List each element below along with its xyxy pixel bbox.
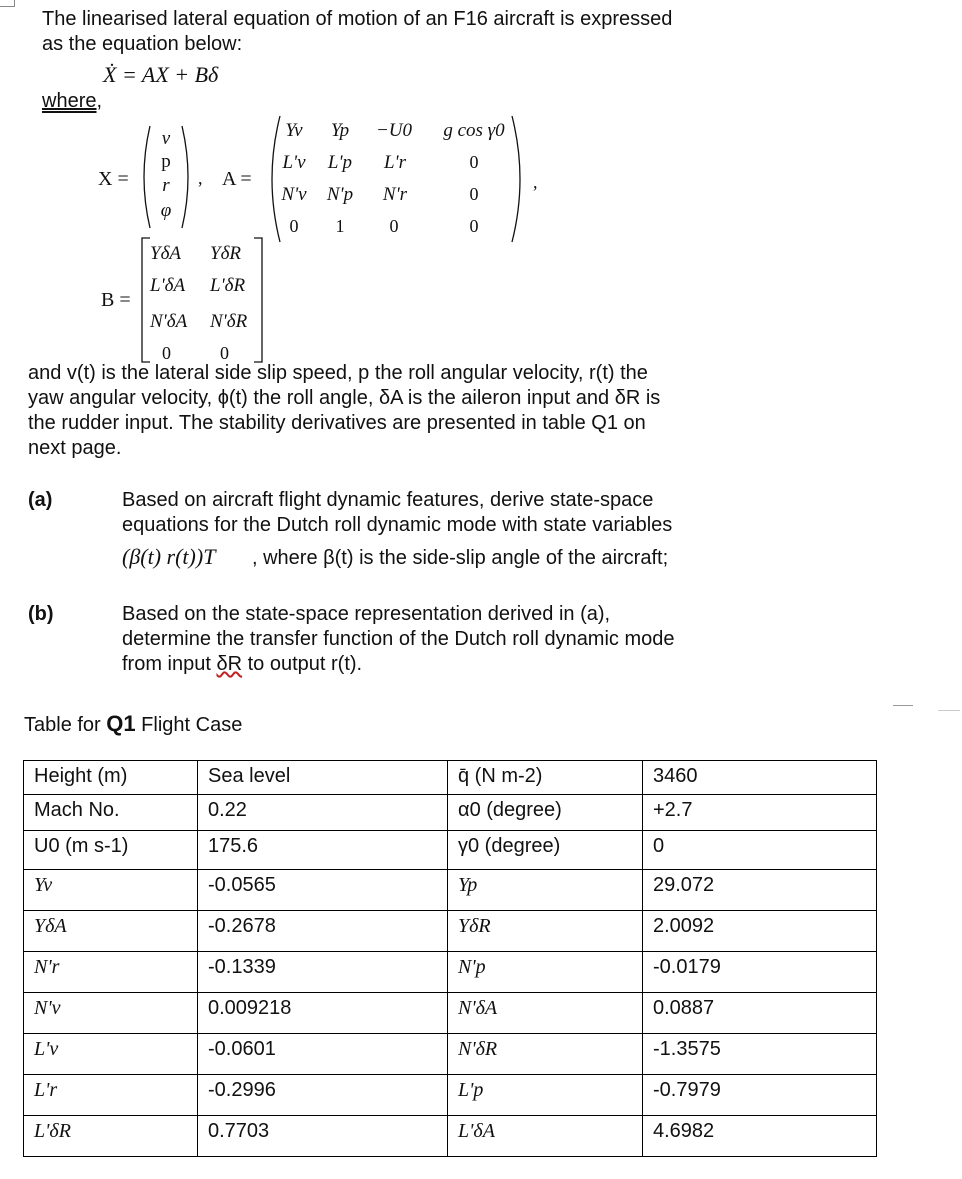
a-cell-3-2: 0 <box>389 216 399 236</box>
table-cell-k2: Yp <box>448 870 643 911</box>
question-b-line-3-post: to output r(t). <box>242 653 363 675</box>
table-row <box>24 831 877 870</box>
question-a-state-vector: (β(t) r(t))T <box>122 544 216 569</box>
table-cell-v1: -0.0565 <box>198 870 448 911</box>
table-cell-k2: N'δA <box>448 993 643 1034</box>
intro-line-2: as the equation below: <box>42 33 243 55</box>
table-row <box>24 1075 877 1116</box>
a-cell-1-2: L'r <box>383 152 407 173</box>
table-cell-v2: -0.0179 <box>643 952 877 993</box>
table-cell-v1: 0.009218 <box>198 993 448 1034</box>
table-cell-k2: γ0 (degree) <box>448 831 643 870</box>
table-caption-post: Flight Case <box>135 714 243 736</box>
margin-mark-2 <box>938 710 960 711</box>
table-cell-k2: α0 (degree) <box>448 795 643 831</box>
table-cell-k1: Mach No. <box>24 795 198 831</box>
question-b-line-2: determine the transfer function of the Dutch roll dynamic mode <box>122 628 675 650</box>
table-cell-k2: q̄ (N m-2) <box>448 761 643 795</box>
question-b-delta-r: δR <box>216 653 243 675</box>
table-cell-v2: -0.7979 <box>643 1075 877 1116</box>
a-cell-1-0: L'v <box>282 152 306 173</box>
table-cell-k1: L'r <box>24 1075 198 1116</box>
table-cell-v1: -0.2996 <box>198 1075 448 1116</box>
table-cell-v2: -1.3575 <box>643 1034 877 1075</box>
table-cell-v1: -0.1339 <box>198 952 448 993</box>
table-caption-pre: Table for <box>24 714 107 736</box>
table-cell-k2: L'p <box>448 1075 643 1116</box>
a-cell-2-3: 0 <box>469 184 479 204</box>
b-cell-0-0: YδA <box>150 243 182 264</box>
question-b-line-3 <box>122 652 362 678</box>
table-cell-v2: +2.7 <box>643 795 877 831</box>
a-matrix-comma: , <box>533 172 538 192</box>
table-row <box>24 952 877 993</box>
table-row <box>24 993 877 1034</box>
question-a-line-2: equations for the Dutch roll dynamic mode with state variables <box>122 514 673 536</box>
table-cell-v2: 0 <box>643 831 877 870</box>
table-caption <box>24 711 242 737</box>
table-cell-k1: U0 (m s-1) <box>24 831 198 870</box>
table-cell-k2: N'p <box>448 952 643 993</box>
flight-case-table <box>23 760 877 1157</box>
table-cell-v1: 0.22 <box>198 795 448 831</box>
table-cell-v2: 0.0887 <box>643 993 877 1034</box>
page-corner-mark <box>0 0 15 7</box>
table-cell-k2: N'δR <box>448 1034 643 1075</box>
table-cell-v1: Sea level <box>198 761 448 795</box>
question-a-line-3: , where β(t) is the side-slip angle of the aircraft; <box>252 547 669 569</box>
a-cell-0-0: Yv <box>285 120 303 141</box>
table-row <box>24 870 877 911</box>
b-cell-0-1: YδR <box>210 243 242 264</box>
table-cell-k1: Height (m) <box>24 761 198 795</box>
table-cell-k1: N'v <box>24 993 198 1034</box>
state-equation: Ẋ = AX + Bδ <box>103 62 219 87</box>
question-a-line-1: Based on aircraft flight dynamic features, derive state-space <box>122 489 654 511</box>
a-cell-0-1: Yp <box>330 120 350 141</box>
b-cell-3-0: 0 <box>162 343 171 363</box>
b-matrix-label: B = <box>101 289 131 311</box>
table-cell-k1: L'v <box>24 1034 198 1075</box>
table-cell-k1: L'δR <box>24 1116 198 1157</box>
table-cell-k1: Yv <box>24 870 198 911</box>
table-row <box>24 911 877 952</box>
table-row <box>24 761 877 795</box>
table-cell-v1: 175.6 <box>198 831 448 870</box>
x-vector-p: p <box>161 151 171 172</box>
table-cell-v2: 2.0092 <box>643 911 877 952</box>
table-cell-v1: -0.0601 <box>198 1034 448 1075</box>
table-cell-k1: YδA <box>24 911 198 952</box>
a-cell-1-3: 0 <box>469 152 479 172</box>
question-b-label: (b) <box>28 603 54 625</box>
a-cell-2-0: N'v <box>281 184 307 205</box>
table-row <box>24 1034 877 1075</box>
question-b-line-3-pre: from input <box>122 653 217 675</box>
question-b-line-1: Based on the state-space representation derived in (a), <box>122 603 611 625</box>
a-matrix-label: A = <box>222 168 252 190</box>
table-cell-k2: L'δA <box>448 1116 643 1157</box>
table-row <box>24 795 877 831</box>
a-cell-3-3: 0 <box>469 216 479 236</box>
x-vector-v: v <box>161 128 171 149</box>
b-cell-2-0: N'δA <box>150 311 188 332</box>
a-cell-3-0: 0 <box>289 216 299 236</box>
b-cell-2-1: N'δR <box>210 311 248 332</box>
where-label: where, <box>42 90 103 112</box>
table-caption-bold: Q1 <box>106 711 136 736</box>
a-cell-1-1: L'p <box>327 152 353 173</box>
table-cell-k1: N'r <box>24 952 198 993</box>
table-cell-k2: YδR <box>448 911 643 952</box>
description-line-3: the rudder input. The stability derivatives are presented in table Q1 on <box>28 412 646 434</box>
question-a-label: (a) <box>28 489 53 511</box>
description-line-2: yaw angular velocity, ϕ(t) the roll angle, δA is the aileron input and δR is <box>28 387 661 409</box>
a-cell-0-2: −U0 <box>375 120 413 141</box>
x-vector-phi: φ <box>160 200 172 221</box>
table-cell-v1: -0.2678 <box>198 911 448 952</box>
table-row <box>24 1116 877 1157</box>
description-line-1: and v(t) is the lateral side slip speed, p the roll angular velocity, r(t) the <box>28 362 648 384</box>
table-cell-v2: 29.072 <box>643 870 877 911</box>
a-cell-3-1: 1 <box>335 216 345 236</box>
description-line-4: next page. <box>28 437 122 459</box>
a-cell-2-2: N'r <box>382 184 408 205</box>
margin-mark-1 <box>893 705 913 706</box>
table-cell-v1: 0.7703 <box>198 1116 448 1157</box>
b-cell-1-0: L'δA <box>150 275 186 296</box>
b-cell-3-1: 0 <box>220 343 229 363</box>
a-cell-2-1: N'p <box>326 184 354 205</box>
x-matrix-label: X = <box>98 168 129 190</box>
x-vector-comma: , <box>198 168 203 188</box>
table-cell-v2: 3460 <box>643 761 877 795</box>
b-cell-1-1: L'δR <box>210 275 246 296</box>
intro-line-1: The linearised lateral equation of motion of an F16 aircraft is expressed <box>42 8 673 30</box>
table-cell-v2: 4.6982 <box>643 1116 877 1157</box>
a-cell-0-3: g cos γ0 <box>443 120 505 141</box>
x-vector-r: r <box>162 175 170 196</box>
